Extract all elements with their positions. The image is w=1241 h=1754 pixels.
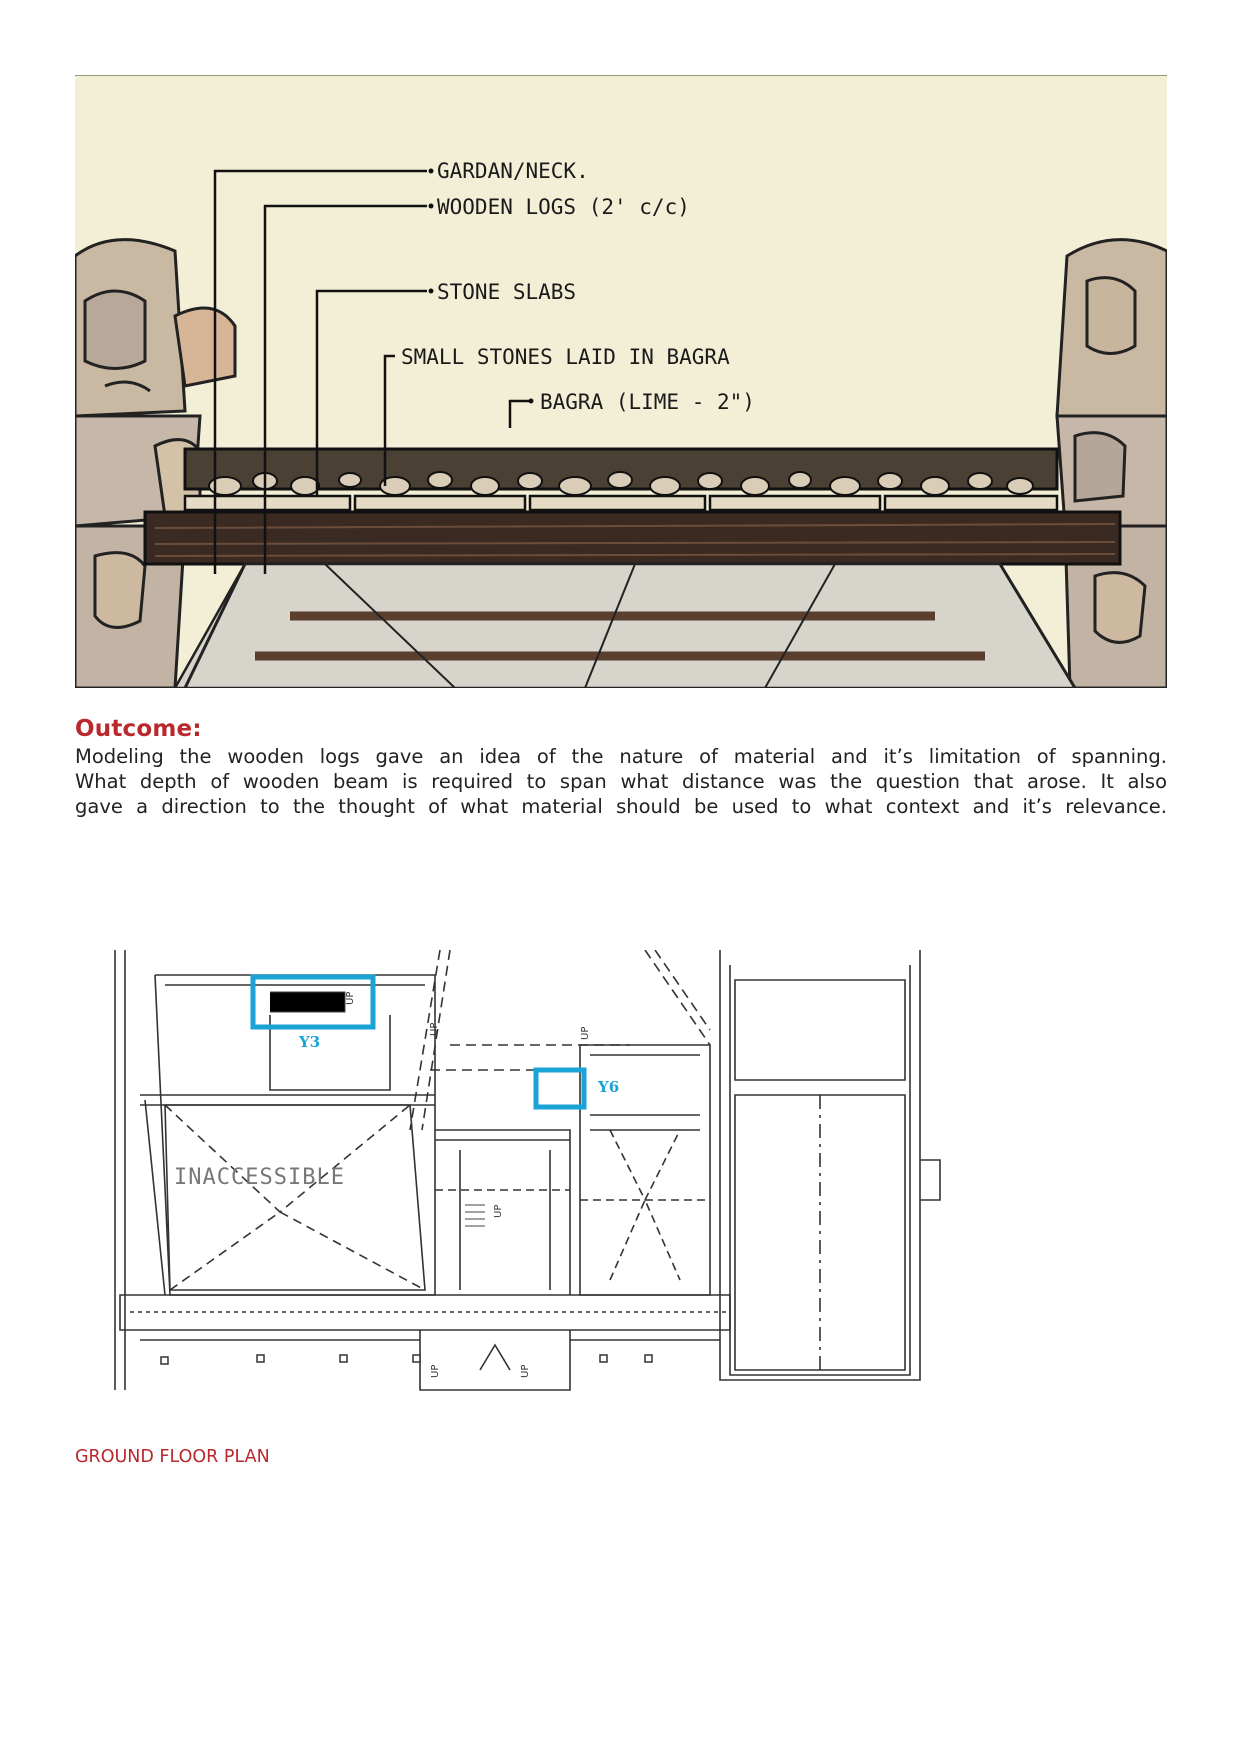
up-label-5: UP: [430, 1364, 441, 1378]
ground-floor-plan: [70, 950, 1050, 1435]
column-markers: [161, 1355, 652, 1364]
label-gardan-neck: GARDAN/NECK.: [437, 159, 589, 183]
right-stone-wall: [1057, 240, 1167, 688]
up-label-4: UP: [493, 1204, 504, 1218]
stone-slabs: [185, 496, 1057, 510]
outcome-line-1: Modeling the wooden logs gave an idea of the nature of material and it’s limitation of spanning.: [75, 745, 1167, 768]
outcome-line-3: gave a direction to the thought of what material should be used to what context and it’s relevance.: [75, 795, 1167, 818]
tag-y3: Y3: [299, 1033, 321, 1051]
floor-section-sketch: [75, 76, 1167, 688]
outcome-heading: Outcome:: [75, 716, 202, 742]
section-drawing: [75, 76, 1167, 688]
label-stone-slabs: STONE SLABS: [437, 280, 577, 304]
ceiling-below: [175, 564, 1075, 688]
up-label-2: UP: [429, 1022, 440, 1036]
y6-highlight-box: [536, 1070, 584, 1107]
outcome-line-2: What depth of wooden beam is required to span what distance was the question that arose. It also: [75, 770, 1167, 793]
label-wooden-logs: WOODEN LOGS (2' c/c): [437, 195, 690, 219]
up-label-1: UP: [345, 991, 356, 1005]
plan-caption: GROUND FLOOR PLAN: [75, 1447, 270, 1467]
label-small-stones: SMALL STONES LAID IN BAGRA: [401, 345, 730, 369]
label-bagra: BAGRA (LIME - 2"): [540, 390, 755, 414]
outcome-paragraph: [75, 744, 1167, 819]
up-label-3: UP: [580, 1026, 591, 1040]
plan-drawing: [70, 950, 1050, 1435]
up-label-6: UP: [520, 1364, 531, 1378]
room-label-inaccessible: INACCESSIBLE: [174, 1165, 345, 1190]
tag-y6: Y6: [598, 1078, 620, 1096]
wooden-log: [145, 512, 1120, 564]
